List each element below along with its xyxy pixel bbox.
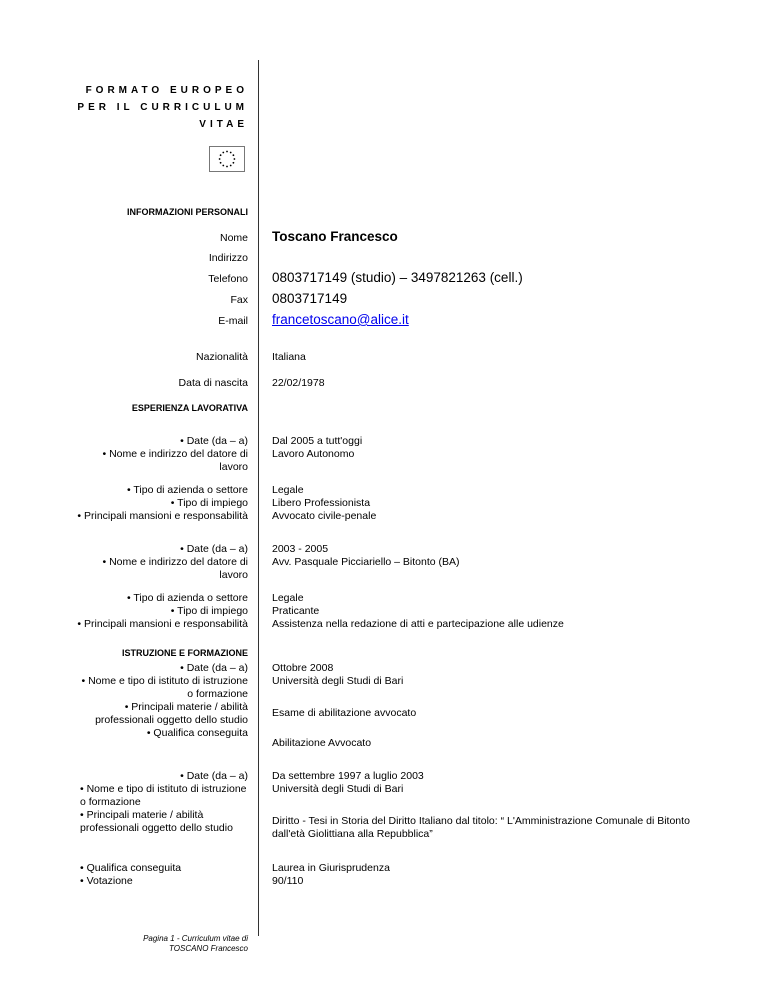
edu-1-qualification: Abilitazione Avvocato: [272, 737, 372, 749]
work-2-duties: Assistenza nella redazione di atti e partecipazione alle udienze: [272, 618, 564, 630]
work-2-label-duties: • Principali mansioni e responsabilità: [77, 618, 248, 630]
work-1-employer: Lavoro Autonomo: [272, 448, 355, 460]
work-1-sector: Legale: [272, 484, 304, 496]
edu-2-label-institute: • Nome e tipo di istituto di istruzione: [80, 783, 247, 795]
edu-2-subjects-line-1: Diritto - Tesi in Storia del Diritto Italiano dal titolo: “ L'Amministrazione Comunale di Bitonto: [272, 815, 690, 827]
edu-1-label-qualification: • Qualifica conseguita: [146, 727, 248, 739]
work-2-date: 2003 - 2005: [272, 543, 329, 555]
work-1-label-employer-cont: lavoro: [219, 461, 248, 473]
work-2-label-employer-cont: lavoro: [219, 569, 248, 581]
cv-title-line-2: PER IL CURRICULUM: [77, 102, 248, 113]
label-fax: Fax: [230, 294, 248, 306]
label-data-nascita: Data di nascita: [178, 377, 248, 389]
value-data-nascita: 22/02/1978: [272, 377, 325, 389]
edu-2-label-grade: • Votazione: [80, 875, 133, 887]
edu-2-date: Da settembre 1997 a luglio 2003: [272, 770, 424, 782]
work-1-type: Libero Professionista: [272, 497, 371, 509]
cv-title-line-1: FORMATO EUROPEO: [85, 85, 248, 96]
edu-1-label-institute: • Nome e tipo di istituto di istruzione: [81, 675, 248, 687]
edu-2-institute: Università degli Studi di Bari: [272, 783, 404, 795]
edu-1-label-date: • Date (da – a): [180, 662, 248, 674]
edu-2-label-subjects: • Principali materie / abilità: [80, 809, 204, 821]
edu-2-qualification: Laurea in Giurisprudenza: [272, 862, 390, 874]
work-1-label-type: • Tipo di impiego: [170, 497, 248, 509]
label-email: E-mail: [218, 315, 248, 327]
section-personal-info: INFORMAZIONI PERSONALI: [127, 207, 248, 217]
edu-2-label-qualification: • Qualifica conseguita: [80, 862, 182, 874]
label-telefono: Telefono: [208, 273, 248, 285]
work-2-label-employer: • Nome e indirizzo del datore di: [102, 556, 248, 568]
label-indirizzo: Indirizzo: [208, 252, 248, 264]
value-nazionalita: Italiana: [272, 351, 306, 363]
work-1-label-duties: • Principali mansioni e responsabilità: [77, 510, 248, 522]
edu-2-label-subjects-cont: professionali oggetto dello studio: [80, 822, 233, 834]
work-1-label-date: • Date (da – a): [180, 435, 248, 447]
work-2-label-date: • Date (da – a): [180, 543, 248, 555]
eu-flag-icon: [209, 146, 245, 172]
section-education: ISTRUZIONE E FORMAZIONE: [122, 648, 248, 658]
footer-page-info: Pagina 1 - Curriculum vitae di: [143, 934, 248, 943]
edu-1-institute: Università degli Studi di Bari: [272, 675, 404, 687]
edu-1-subjects: Esame di abilitazione avvocato: [272, 707, 417, 719]
value-nome: Toscano Francesco: [272, 229, 398, 244]
edu-2-label-date: • Date (da – a): [180, 770, 248, 782]
work-1-label-sector: • Tipo di azienda o settore: [126, 484, 248, 496]
work-1-label-employer: • Nome e indirizzo del datore di: [102, 448, 248, 460]
work-2-employer: Avv. Pasquale Picciariello – Bitonto (BA): [272, 556, 460, 568]
value-telefono: 0803717149 (studio) – 3497821263 (cell.): [272, 270, 523, 285]
edu-2-label-institute-cont: o formazione: [80, 796, 141, 808]
value-fax: 0803717149: [272, 291, 348, 306]
work-2-sector: Legale: [272, 592, 304, 604]
work-1-duties: Avvocato civile-penale: [272, 510, 377, 522]
edu-2-subjects-line-2: dall'età Giolittiana alla Repubblica”: [272, 828, 433, 840]
label-nazionalita: Nazionalità: [196, 351, 248, 363]
email-link[interactable]: francetoscano@alice.it: [272, 312, 409, 327]
edu-2-grade: 90/110: [272, 875, 304, 887]
footer-page-name: TOSCANO Francesco: [169, 944, 248, 953]
edu-1-label-subjects-cont: professionali oggetto dello studio: [95, 714, 248, 726]
edu-1-label-institute-cont: o formazione: [187, 688, 248, 700]
vertical-divider: [258, 60, 259, 936]
edu-1-label-subjects: • Principali materie / abilità: [124, 701, 248, 713]
work-1-date: Dal 2005 a tutt'oggi: [272, 435, 363, 447]
cv-title-line-3: VITAE: [199, 119, 248, 130]
work-2-label-sector: • Tipo di azienda o settore: [126, 592, 248, 604]
label-nome: Nome: [219, 232, 248, 244]
work-2-type: Praticante: [272, 605, 320, 617]
section-work-experience: ESPERIENZA LAVORATIVA: [131, 403, 248, 413]
edu-1-date: Ottobre 2008: [272, 662, 334, 674]
work-2-label-type: • Tipo di impiego: [170, 605, 248, 617]
